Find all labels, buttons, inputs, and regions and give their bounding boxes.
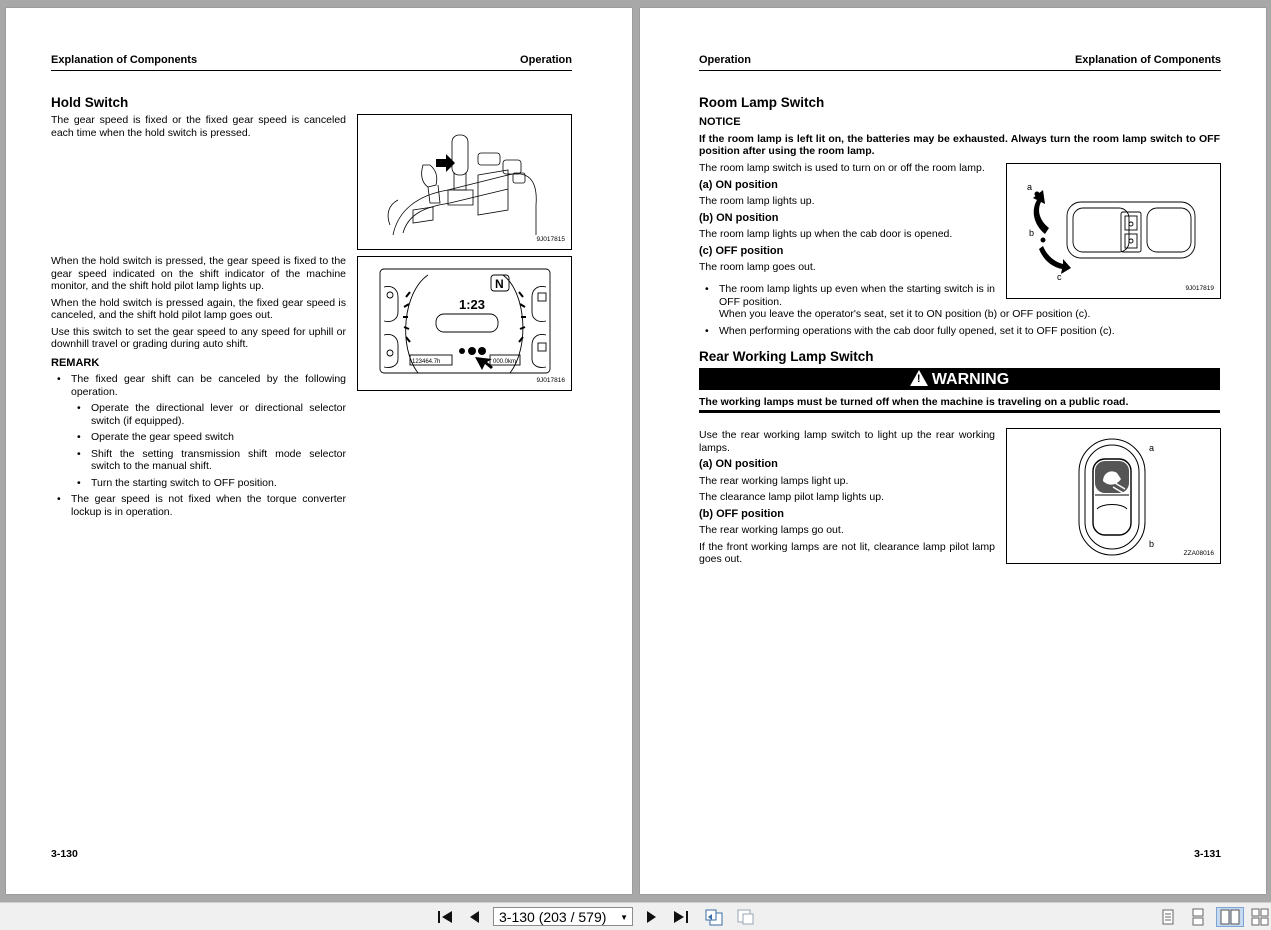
page-number-select[interactable] [493, 907, 633, 926]
header-right: Explanation of Components [1074, 54, 1221, 66]
prev-page-button[interactable] [464, 907, 484, 927]
figure-room-lamp [1006, 163, 1221, 299]
continuous-facing-icon [1251, 908, 1269, 926]
next-page-icon [645, 909, 659, 925]
paragraph: When the hold switch is pressed, the gear speed is fixed to the gear speed indicated on the shift indicator of the machine monitor, and the shift hold pilot lamp lights up. [51, 255, 346, 292]
forward-view-button[interactable] [734, 907, 758, 927]
page-number: 3-131 [1194, 848, 1221, 860]
label-a: a [1149, 443, 1155, 453]
next-page-button[interactable] [642, 907, 662, 927]
page-indicator: 3-130 (203 / 579) [499, 909, 607, 925]
navigation-toolbar [0, 902, 1271, 930]
list-item: • Turn the starting switch to OFF position. [71, 477, 346, 490]
room-lamp-bullet-2 [699, 325, 1220, 342]
first-page-button[interactable] [434, 907, 456, 927]
forward-view-icon [735, 908, 757, 926]
sub-list [71, 402, 346, 489]
warning-divider [699, 410, 1220, 413]
hold-switch-body [51, 255, 346, 522]
remark-label: REMARK [51, 356, 100, 369]
header-left: Explanation of Components [51, 54, 198, 66]
page-header [699, 54, 1221, 71]
figure-code: 9J017819 [1185, 285, 1214, 292]
list-item: • The room lamp lights up even when the starting switch is in OFF position. [699, 283, 995, 308]
page-3-130 [6, 8, 632, 894]
figure-code: 9J017816 [536, 377, 565, 384]
prev-page-icon [467, 909, 481, 925]
room-lamp-drawing [1007, 164, 1220, 298]
continuous-page-icon [1191, 908, 1205, 926]
page-number: 3-130 [51, 848, 78, 860]
rocker-switch-drawing [1007, 429, 1220, 563]
paragraph: When the hold switch is pressed again, the fixed gear speed is canceled, and the shift hold pilot lamp goes out. [51, 296, 346, 321]
figure-code: ZZA08016 [1183, 550, 1214, 557]
list-item: • Operate the directional lever or directional selector switch (if equipped). [71, 402, 346, 427]
back-view-button[interactable] [702, 907, 726, 927]
room-lamp-bullet-1-cont: When you leave the operator's seat, set it to ON position (b) or OFF position (c). [719, 308, 1091, 320]
label-b: b [1029, 228, 1035, 238]
continuous-facing-view-button[interactable] [1250, 907, 1270, 927]
warning-banner [699, 368, 1220, 390]
notice-text: If the room lamp is left lit on, the batteries may be exhausted. Always turn the room lamp switch to OFF position after using the room lamp. [699, 132, 1220, 157]
back-view-icon [703, 908, 725, 926]
facing-view-button[interactable] [1216, 907, 1244, 927]
list-item: • Operate the gear speed switch [71, 431, 346, 444]
figure-code: 9J017815 [536, 236, 565, 243]
single-page-icon [1161, 908, 1175, 926]
single-page-view-button[interactable] [1158, 907, 1178, 927]
warning-text: The working lamps must be turned off when the machine is traveling on a public road. [699, 396, 1129, 408]
facing-pages-icon [1219, 908, 1241, 926]
label-a: a [1027, 182, 1033, 192]
section-title-rear-working-lamp: Rear Working Lamp Switch [699, 349, 874, 364]
page-header [51, 54, 572, 71]
monitor-time: 1:23 [459, 297, 486, 312]
monitor-trip: 000.0km [493, 359, 517, 365]
monitor-drawing [358, 257, 571, 390]
list-item: • The gear speed is not fixed when the torque converter lockup is in operation. [51, 493, 346, 518]
first-page-icon [436, 909, 454, 925]
label-b: b [1149, 539, 1155, 549]
remark-list [51, 373, 346, 518]
header-left: Operation [699, 54, 751, 66]
figure-hold-switch-lever [357, 114, 572, 250]
rear-lamp-body: Use the rear working lamp switch to light up the rear working lamps. (a) ON position The rear working lamps light up. The clearance lamp pilot lamp lights up. (b) OFF position The rear working lamps go out. If the front working lamps are not lit, clearance lamp pilot lamp goes out. [699, 429, 995, 565]
hold-switch-intro: The gear speed is fixed or the fixed gear speed is canceled each time when the hold switch is pressed. [51, 114, 346, 139]
label-c: c [1057, 272, 1062, 282]
last-page-button[interactable] [670, 907, 692, 927]
warning-icon: ! [910, 370, 928, 386]
page-3-131 [640, 8, 1266, 894]
lever-drawing [358, 115, 571, 249]
list-item: • The fixed gear shift can be canceled by the following operation. • Operate the directional lever or directional selector switch (if equipped). • Operate the gear speed switch • Shift the setting transmission shift mode selector switch to the manual shift. • Turn the starting switch to OFF position. [51, 373, 346, 489]
room-lamp-body: The room lamp switch is used to turn on or off the room lamp. (a) ON position The room lamp lights up. (b) ON position The room lamp lights up when the cab door is opened. (c) OFF position The room lamp goes out. [699, 162, 985, 273]
last-page-icon [672, 909, 690, 925]
section-title-hold-switch: Hold Switch [51, 95, 129, 110]
chevron-down-icon: ▼ [620, 913, 628, 922]
section-title-room-lamp: Room Lamp Switch [699, 95, 825, 110]
list-item: • When performing operations with the cab door fully opened, set it to OFF position (c). [699, 325, 1220, 338]
continuous-view-button[interactable] [1188, 907, 1208, 927]
list-item: • Shift the setting transmission shift mode selector switch to the manual shift. [71, 448, 346, 473]
paragraph: Use this switch to set the gear speed to any speed for uphill or downhill travel or grading during auto shift. [51, 325, 346, 350]
figure-rear-lamp-switch [1006, 428, 1221, 564]
notice-label: NOTICE [699, 116, 741, 128]
notice-block [699, 116, 1220, 162]
monitor-odometer: 123464.7h [412, 359, 441, 365]
header-right: Operation [520, 54, 572, 66]
warning-label: WARNING [931, 371, 1010, 388]
monitor-gear-indicator: N [495, 277, 504, 291]
figure-machine-monitor [357, 256, 572, 391]
